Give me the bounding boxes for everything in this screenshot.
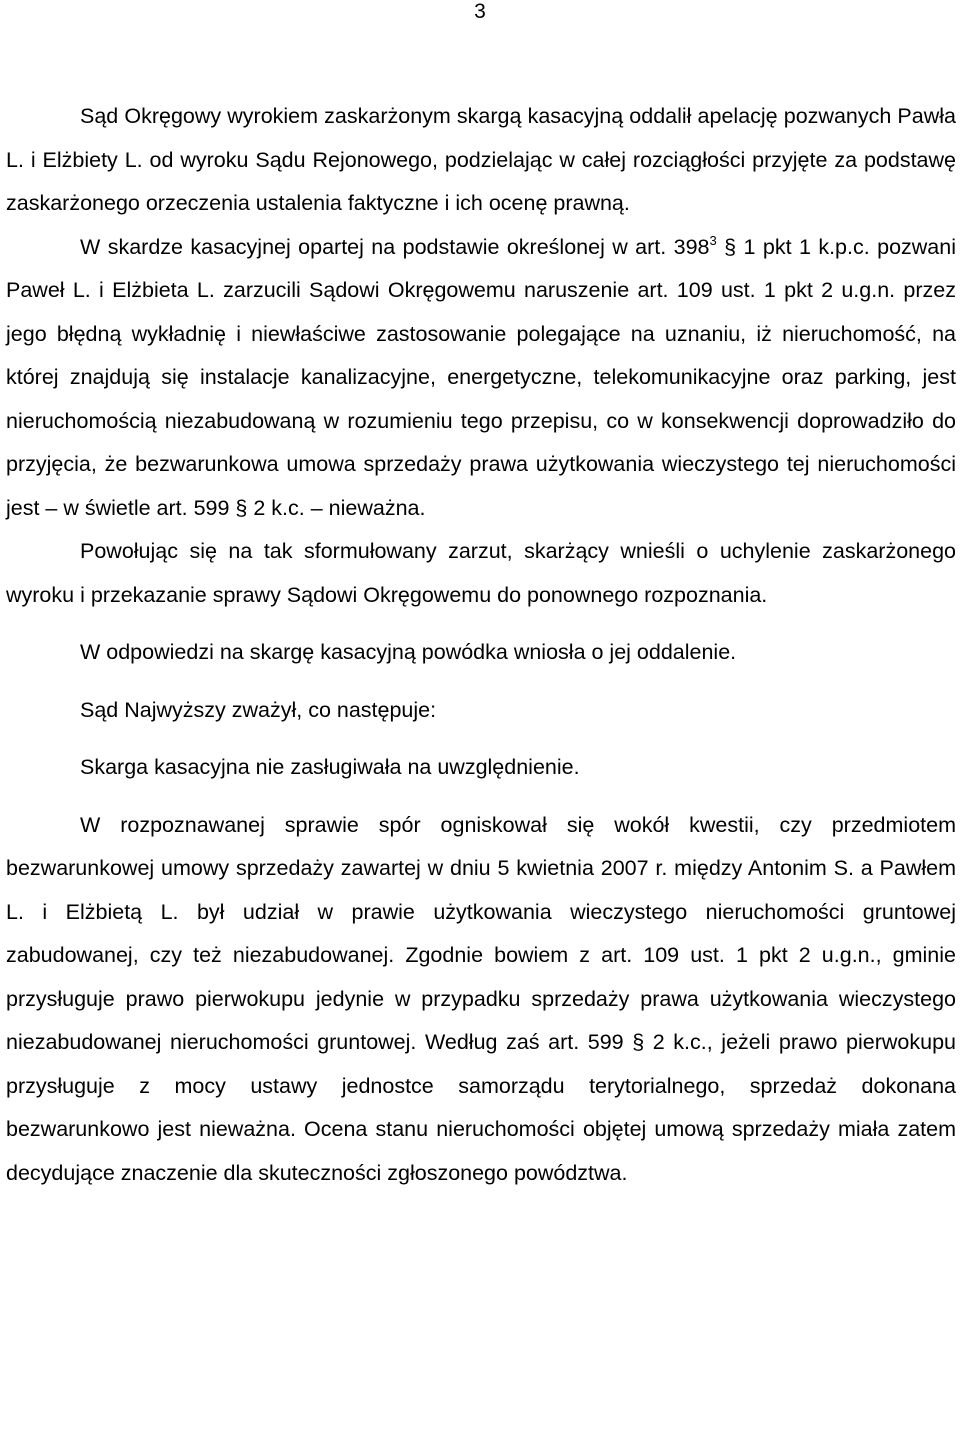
document-body	[6, 95, 956, 1195]
paragraph-appeal-dismissed: Sąd Okręgowy wyrokiem zaskarżonym skargą kasacyjną oddalił apelację pozwanych Pawła L. i Elżbiety L. od wyroku Sądu Rejonowego, podzielając w całej rozciągłości przyjęte za podstawę zaskarżonego orzeczenia ustalenia faktyczne i ich ocenę prawną.	[6, 104, 956, 215]
paragraph-court-considered: Sąd Najwyższy zważył, co następuje:	[80, 697, 437, 722]
paragraph-motion: Powołując się na tak sformułowany zarzut, skarżący wnieśli o uchylenie zaskarżonego wyroku i przekazanie sprawy Sądowi Okręgowemu do ponownego rozpoznania.	[6, 539, 956, 607]
paragraph-cassation-grounds	[6, 226, 956, 531]
paragraph-reasoning: W rozpoznawanej sprawie spór ogniskował się wokół kwestii, czy przedmiotem bezwarunkowej umowy sprzedaży zawartej w dniu 5 kwietnia 2007 r. między Antonim S. a Pawłem L. i Elżbietą L. był udział w prawie użytkowania wieczystego nieruchomości gruntowej zabudowanej, czy też niezabudowanej. Zgodnie bowiem z art. 109 ust. 1 pkt 2 u.g.n., gminie przysługuje prawo pierwokupu jedynie w przypadku sprzedaży prawa użytkowania wieczystego niezabudowanej nieruchomości gruntowej. Według zaś art. 599 § 2 k.c., jeżeli prawo pierwokupu przysługuje z mocy ustawy jednostce samorządu terytorialnego, sprzedaż dokonana bezwarunkowo jest nieważna. Ocena stanu nieruchomości objętej umową sprzedaży miała zatem decydujące znaczenie dla skuteczności zgłoszonego powództwa.	[6, 812, 956, 1185]
article-superscript: 3	[709, 232, 717, 248]
paragraph-verdict: Skarga kasacyjna nie zasługiwała na uwzględnienie.	[80, 755, 580, 779]
paragraph-cassation-grounds-rest: § 1 pkt 1 k.p.c. pozwani Paweł L. i Elżbieta L. zarzucili Sądowi Okręgowemu naruszenie art. 109 ust. 1 pkt 2 u.g.n. przez jego błędną wykładnię i niewłaściwe zastosowanie polegające na uznaniu, iż nieruchomość, na której znajdują się instalacje kanalizacyjne, energetyczne, telekomunikacyjne oraz parking, jest nieruchomością niezabudowaną w rozumieniu tego przepisu, co w konsekwencji doprowadziło do przyjęcia, że bezwarunkowa umowa sprzedaży prawa użytkowania wieczystego tej nieruchomości jest – w świetle art. 599 § 2 k.c. – nieważna.	[6, 234, 956, 520]
paragraph-response: W odpowiedzi na skargę kasacyjną powódka wniosła o jej oddalenie.	[80, 640, 737, 664]
paragraph-cassation-grounds-start: W skardze kasacyjnej opartej na podstawie określonej w art. 398	[80, 234, 710, 259]
page-number: 3	[474, 0, 486, 23]
